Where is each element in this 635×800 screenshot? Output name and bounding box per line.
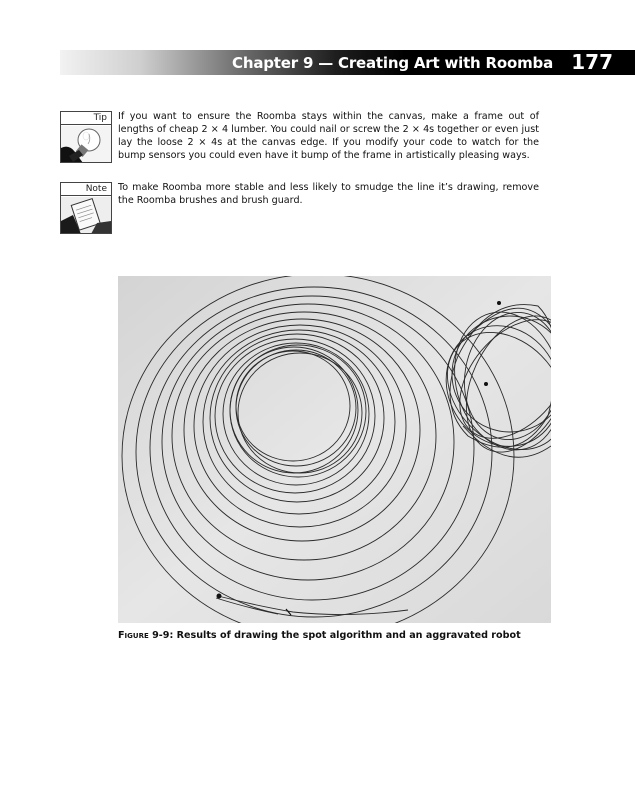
pen-dot-bottom: [217, 594, 222, 599]
tip-text: If you want to ensure the Roomba stays within the canvas, make a frame out of lengths of cheap 2 × 4 lumber. You could nail or screw the 2 × 4s together or even just lay the loose 2 × 4s at the canvas edge. If you modify your code to watch for the bump sensors you could even have it bump of the frame in artistically pleasing ways.: [118, 111, 539, 161]
figure-caption: [118, 630, 558, 641]
notepad-icon: [61, 197, 111, 234]
lightbulb-icon: [61, 126, 111, 163]
figure-caption-text: Results of drawing the spot algorithm and an aggravated robot: [176, 630, 521, 641]
tip-icon-box: [60, 111, 112, 163]
figure-label: Figure: [118, 630, 149, 641]
figure-photo: [118, 276, 551, 623]
chapter-title: Chapter 9 — Creating Art with Roomba: [232, 54, 553, 72]
note-label: Note: [61, 183, 111, 196]
page-number: 177: [571, 50, 613, 74]
chapter-header-bar: [60, 50, 635, 75]
pen-dot-mid: [484, 382, 488, 386]
tip-label: Tip: [61, 112, 111, 125]
pen-dot-top: [497, 301, 501, 305]
note-icon-box: [60, 182, 112, 234]
note-text: To make Roomba more stable and less likely to smudge the line it’s drawing, remove the Roomba brushes and brush guard.: [118, 182, 539, 206]
figure-number: 9-9:: [152, 630, 174, 641]
